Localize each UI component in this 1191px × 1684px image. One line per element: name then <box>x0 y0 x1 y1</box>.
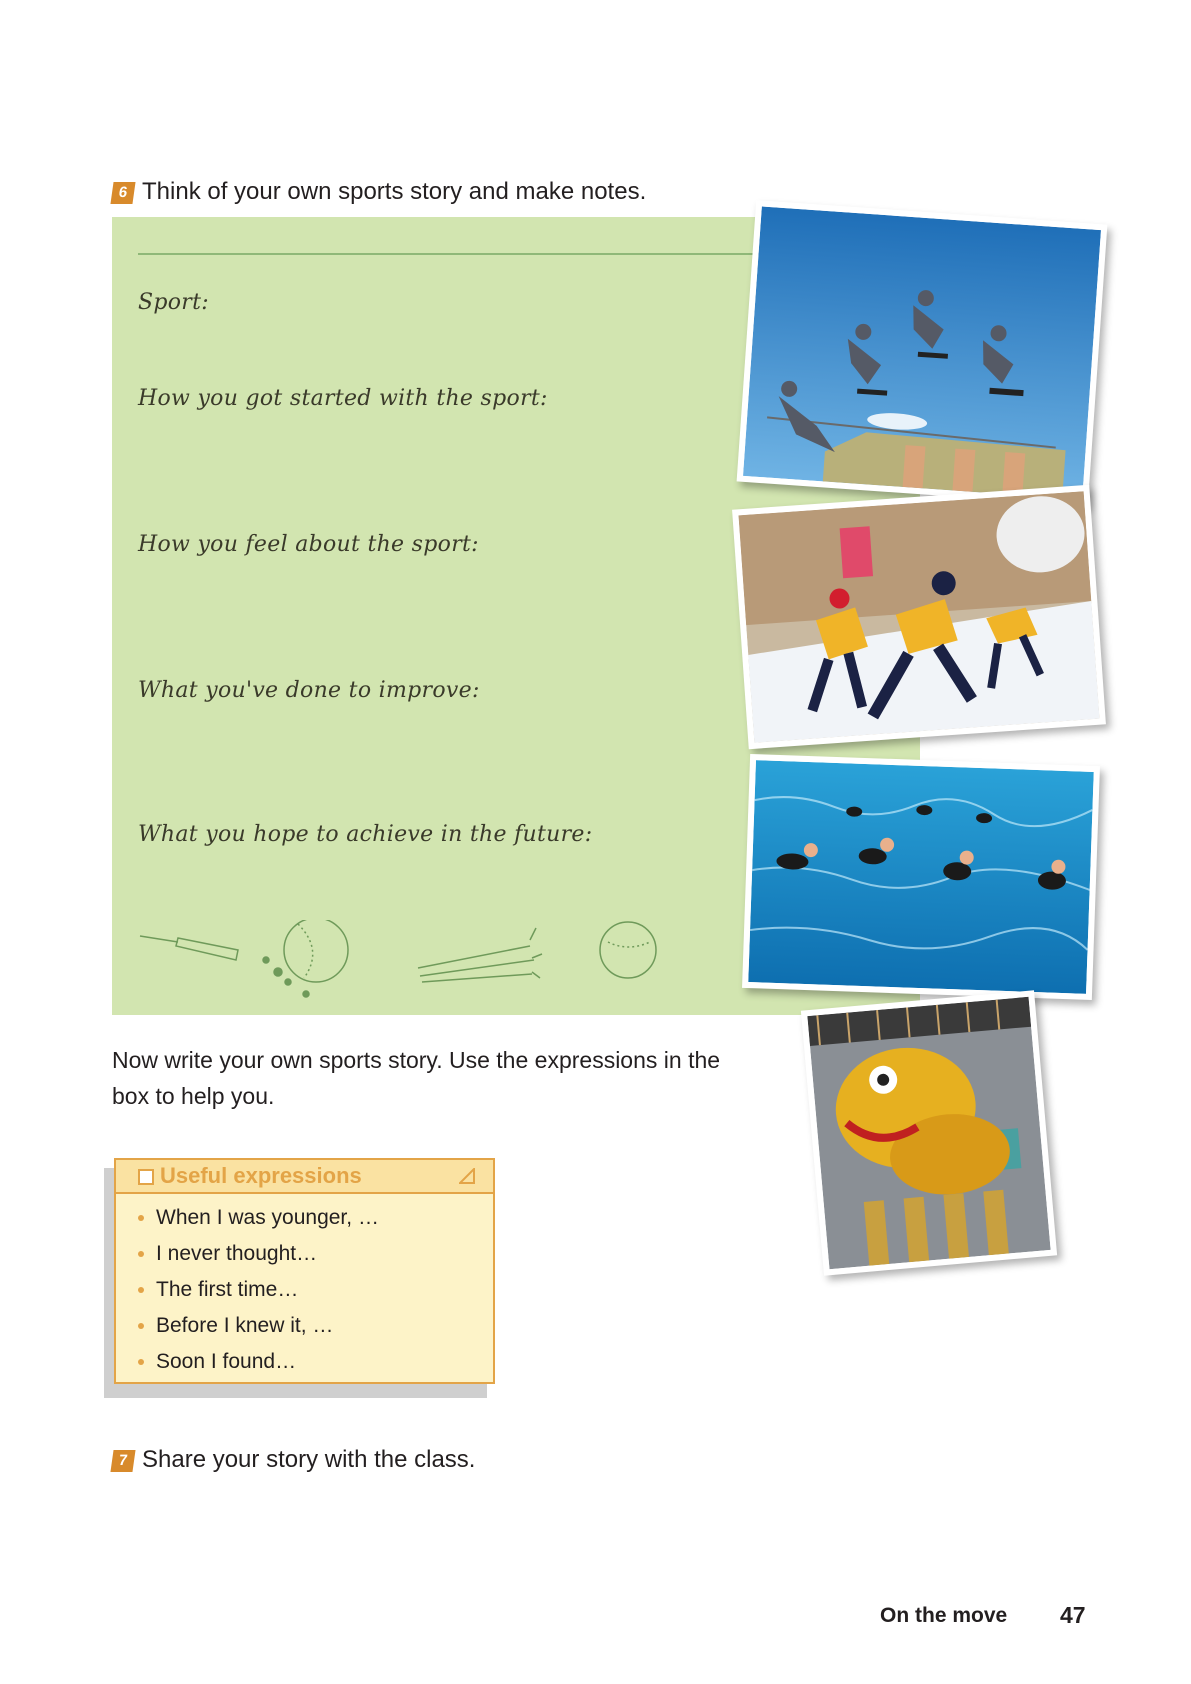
bullet-icon <box>138 1359 144 1365</box>
useful-expressions-header <box>116 1160 493 1194</box>
bullet-icon <box>138 1323 144 1329</box>
ball-icon <box>600 922 656 978</box>
note-prompt-sport: Sport: <box>138 290 209 315</box>
list-item: When I was younger, … <box>136 1202 379 1238</box>
swimmers-photo <box>742 754 1100 1000</box>
note-prompt-improve: What you've done to improve: <box>138 678 480 703</box>
speed-skaters-photo <box>732 485 1106 749</box>
lion-dance-photo <box>801 990 1057 1275</box>
task-number-badge: 6 <box>110 182 135 204</box>
note-prompt-started: How you got started with the sport: <box>138 386 548 411</box>
panel-divider <box>138 253 758 255</box>
list-item: Before I knew it, … <box>136 1310 379 1346</box>
useful-expressions-box <box>114 1158 495 1384</box>
bullet-icon <box>138 1251 144 1257</box>
task-instruction-7: Share your story with the class. <box>142 1446 476 1473</box>
note-prompt-future: What you hope to achieve in the future: <box>138 822 593 847</box>
cricket-ball-icon <box>263 920 348 997</box>
list-item: Soon I found… <box>136 1346 379 1382</box>
footer-section-title: On the move <box>880 1604 1008 1627</box>
page-number: 47 <box>1060 1602 1086 1628</box>
task-number-badge-7: 7 <box>110 1450 135 1472</box>
useful-expressions-title: Useful expressions <box>160 1163 362 1188</box>
list-item: I never thought… <box>136 1238 379 1274</box>
writing-prompt: Now write your own sports story. Use the expressions in the box to help you. <box>112 1047 721 1109</box>
bullet-icon <box>138 1215 144 1221</box>
cricket-stumps-icon <box>418 928 542 982</box>
bullet-icon <box>138 1287 144 1293</box>
expressions-list <box>136 1202 379 1382</box>
note-prompt-feel: How you feel about the sport: <box>138 532 479 557</box>
task-instruction: Think of your own sports story and make notes. <box>142 178 647 205</box>
cricket-bat-icon <box>140 936 238 960</box>
skateboarders-photo <box>737 200 1108 506</box>
corner-triangle-icon <box>459 1168 475 1184</box>
sports-sketch-icons <box>138 920 678 1000</box>
checkbox-square-icon <box>138 1169 154 1185</box>
list-item: The first time… <box>136 1274 379 1310</box>
